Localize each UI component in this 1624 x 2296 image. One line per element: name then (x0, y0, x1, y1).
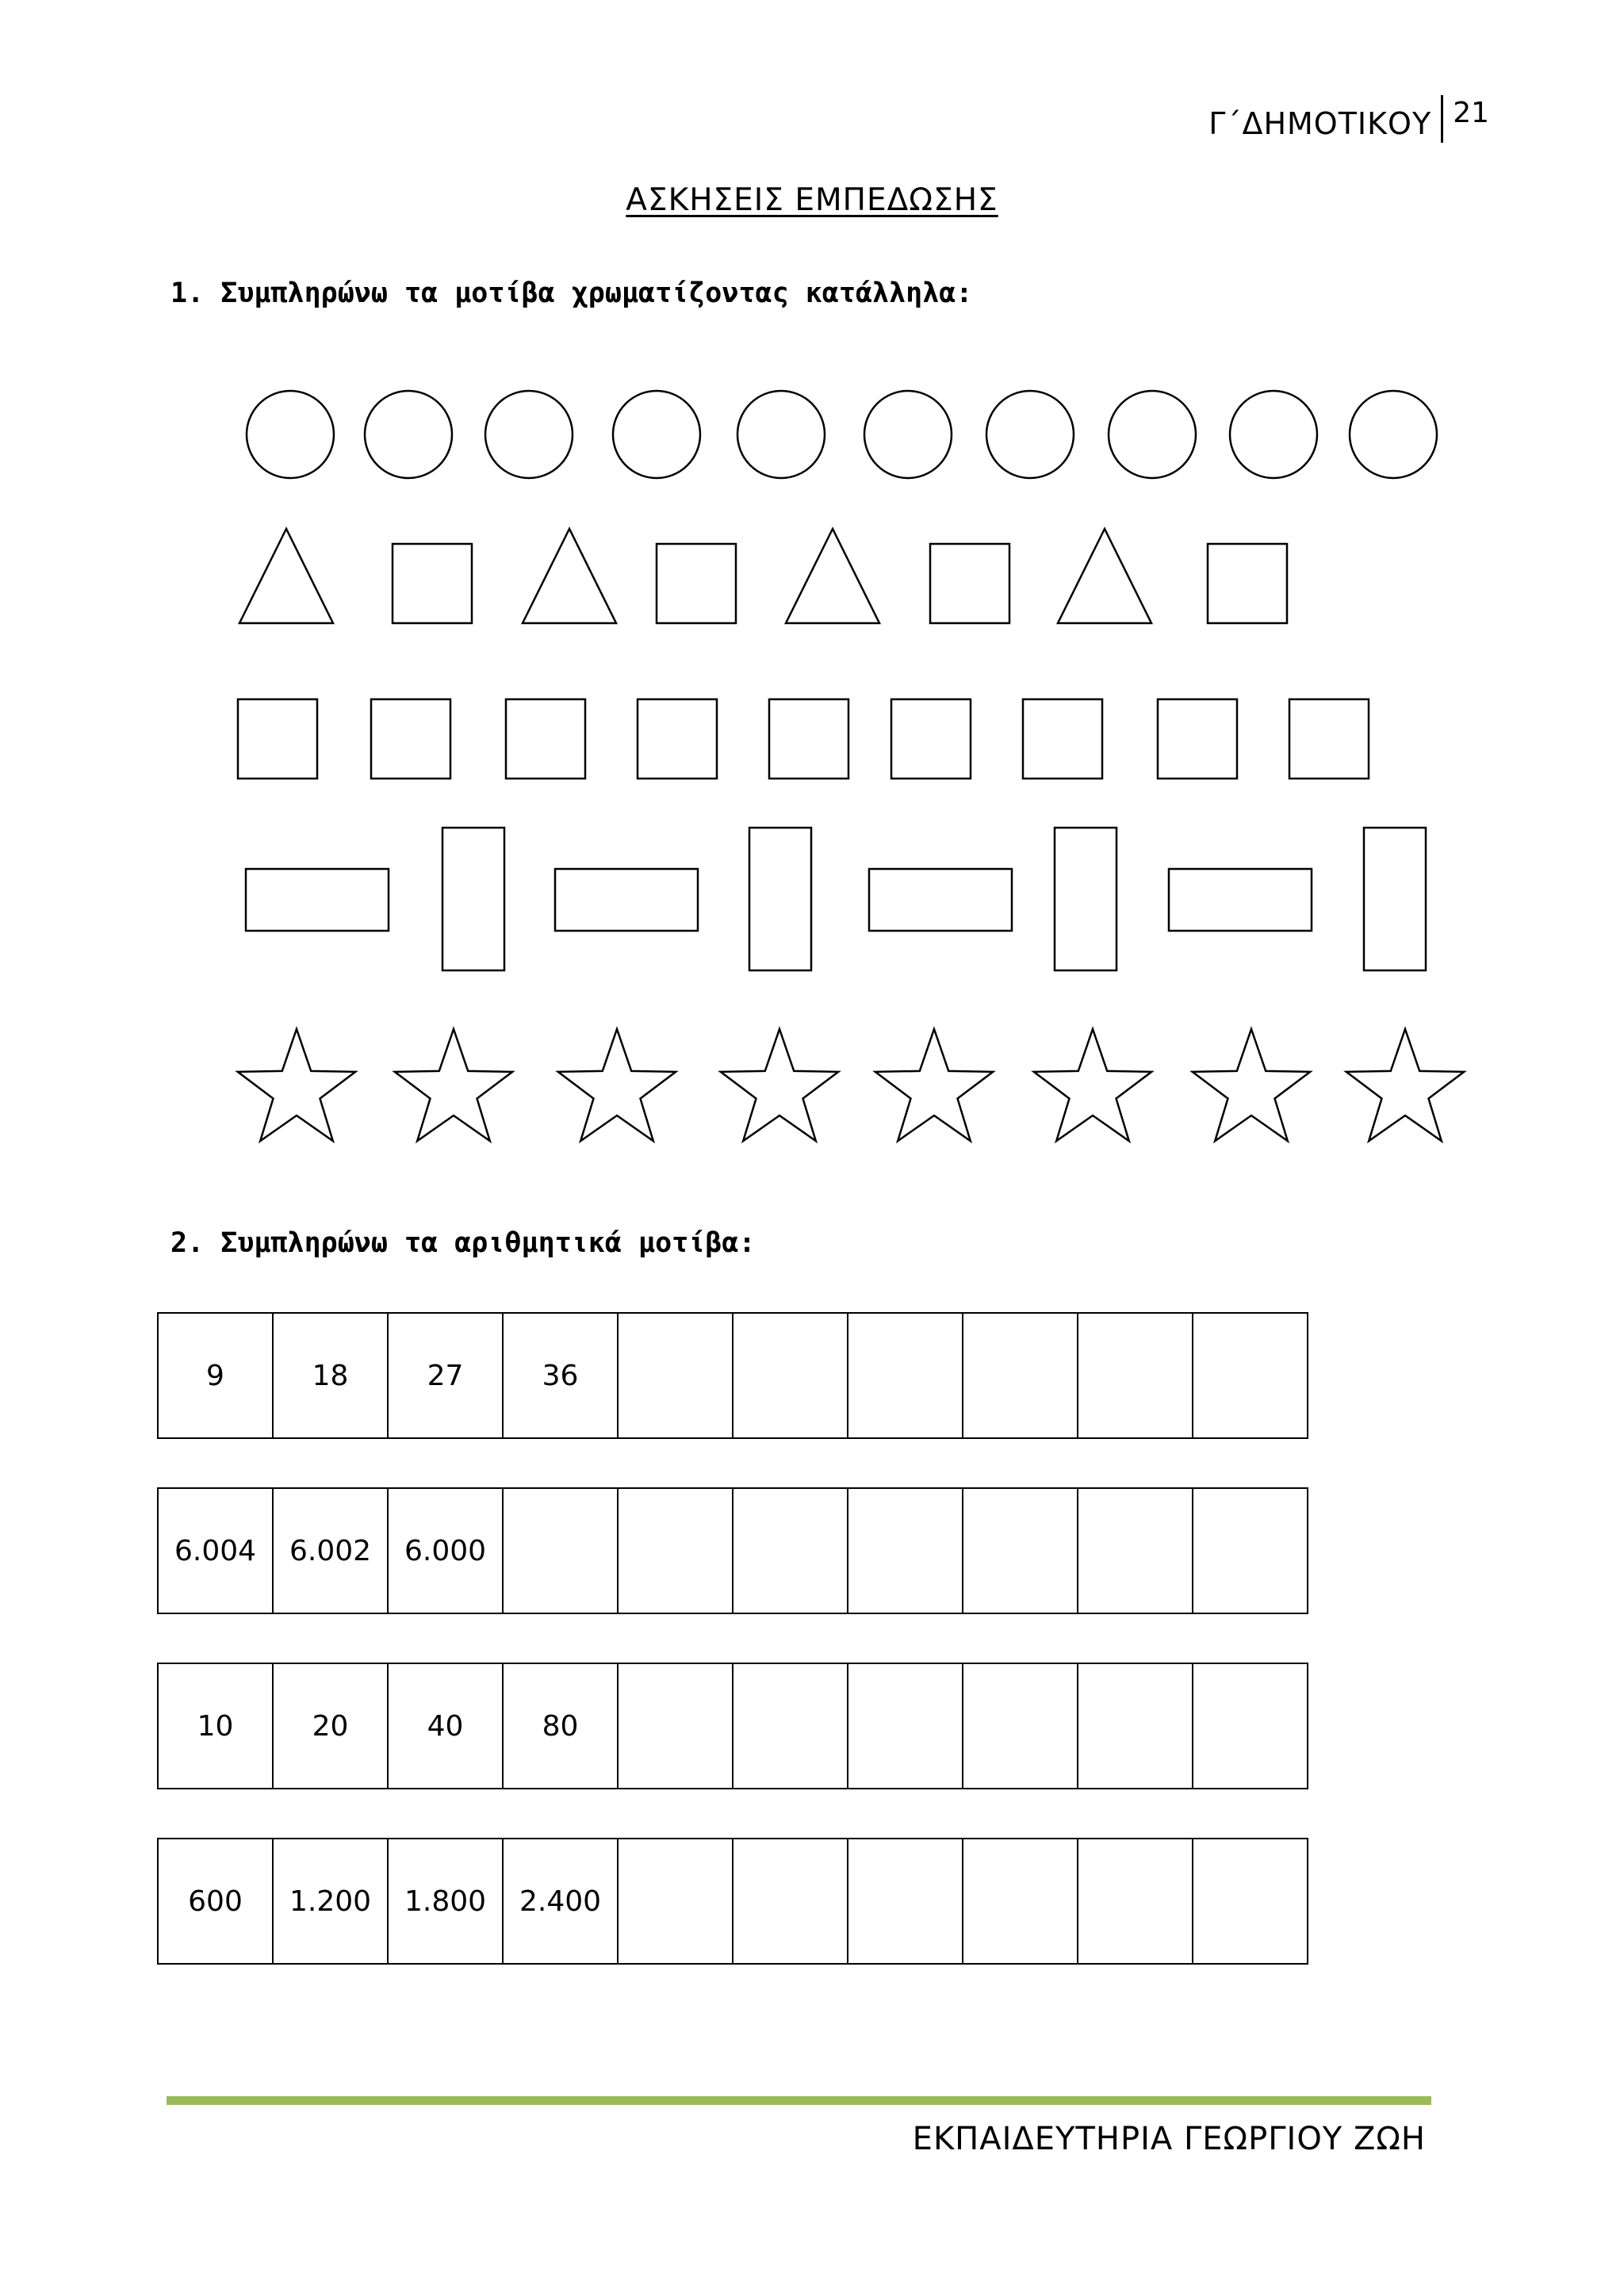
table-cell (1193, 1313, 1308, 1438)
table-cell: 80 (503, 1663, 618, 1789)
table-row (158, 1313, 1308, 1438)
pattern-square (371, 699, 450, 779)
pattern-vertical-rectangle (1055, 828, 1116, 970)
pattern-triangle (523, 529, 616, 623)
table-cell (733, 1488, 848, 1613)
pattern-square (657, 544, 736, 623)
pattern-circle (1350, 391, 1437, 478)
pattern-vertical-rectangle (1364, 828, 1426, 970)
table-cell (503, 1488, 618, 1613)
pattern-square (1289, 699, 1369, 779)
table-cell (848, 1313, 963, 1438)
table-cell (618, 1488, 733, 1613)
pattern-horizontal-rectangle (869, 869, 1012, 931)
table-cell (1193, 1839, 1308, 1964)
pattern-vertical-rectangle (749, 828, 811, 970)
pattern-horizontal-rectangle (1169, 869, 1312, 931)
pattern-square (1208, 544, 1287, 623)
pattern-square (393, 544, 472, 623)
table-cell (963, 1663, 1078, 1789)
table-cell (618, 1313, 733, 1438)
pattern-star (1346, 1029, 1464, 1141)
table-cell: 2.400 (503, 1839, 618, 1964)
table-cell: 600 (158, 1839, 273, 1964)
table-cell (848, 1488, 963, 1613)
pattern-star (395, 1029, 512, 1141)
pattern-square (638, 699, 717, 779)
pattern-square (1023, 699, 1102, 779)
star-row (238, 1029, 1464, 1141)
table-cell: 20 (273, 1663, 388, 1789)
rectangle-row (246, 828, 1426, 970)
number-pattern-table (157, 1838, 1308, 1965)
triangle-square-row (239, 529, 1287, 623)
pattern-square (1158, 699, 1237, 779)
exercise-2-heading: 2. Συμπληρώνω τα αριθμητικά μοτίβα: (170, 1227, 756, 1259)
pattern-star (721, 1029, 838, 1141)
footer-author: ΕΚΠΑΙΔΕΥΤΗΡΙΑ ΓΕΩΡΓΙΟΥ ΖΩΗ (912, 2121, 1426, 2157)
pattern-square (238, 699, 317, 779)
grade-label: Γ΄ΔΗΜΟΤΙΚΟΥ (1208, 106, 1432, 141)
table-row (158, 1488, 1308, 1613)
pattern-circle (365, 391, 452, 478)
pattern-star (238, 1029, 355, 1141)
table-cell (733, 1839, 848, 1964)
pattern-star (1034, 1029, 1151, 1141)
pattern-circle (864, 391, 952, 478)
table-cell: 6.004 (158, 1488, 273, 1613)
table-cell (963, 1488, 1078, 1613)
table-cell: 1.800 (388, 1839, 503, 1964)
page-number: 21 (1453, 97, 1489, 129)
table-cell (1193, 1488, 1308, 1613)
page-title: ΑΣΚΗΣΕΙΣ ΕΜΠΕΔΩΣΗΣ (626, 182, 998, 218)
pattern-square (891, 699, 971, 779)
pattern-triangle (786, 529, 879, 623)
pattern-circle (1109, 391, 1196, 478)
footer-rule (167, 2096, 1431, 2105)
table-cell: 9 (158, 1313, 273, 1438)
pattern-triangle (1058, 529, 1151, 623)
table-cell: 1.200 (273, 1839, 388, 1964)
pattern-circle (613, 391, 700, 478)
pattern-circle (986, 391, 1074, 478)
page-header (1208, 95, 1489, 147)
pattern-square (930, 544, 1009, 623)
table-cell (963, 1839, 1078, 1964)
table-cell (848, 1663, 963, 1789)
table-cell (733, 1663, 848, 1789)
pattern-vertical-rectangle (442, 828, 504, 970)
table-cell (848, 1839, 963, 1964)
table-cell (1193, 1663, 1308, 1789)
table-cell (1078, 1488, 1193, 1613)
pattern-circle (1230, 391, 1317, 478)
pattern-square (769, 699, 848, 779)
shape-patterns (222, 373, 1491, 1165)
table-cell: 40 (388, 1663, 503, 1789)
table-cell: 10 (158, 1663, 273, 1789)
pattern-star (1193, 1029, 1310, 1141)
table-cell (618, 1663, 733, 1789)
table-cell: 6.000 (388, 1488, 503, 1613)
table-cell (963, 1313, 1078, 1438)
table-cell (1078, 1839, 1193, 1964)
pattern-square (506, 699, 585, 779)
number-pattern-table (157, 1663, 1308, 1789)
pattern-circle (485, 391, 573, 478)
table-row (158, 1663, 1308, 1789)
number-pattern-table (157, 1487, 1308, 1614)
table-cell (733, 1313, 848, 1438)
table-cell: 36 (503, 1313, 618, 1438)
pattern-circle (247, 391, 334, 478)
table-cell (1078, 1663, 1193, 1789)
pattern-horizontal-rectangle (555, 869, 698, 931)
table-cell (1078, 1313, 1193, 1438)
table-cell: 27 (388, 1313, 503, 1438)
pattern-triangle (239, 529, 333, 623)
pattern-circle (737, 391, 825, 478)
table-row (158, 1839, 1308, 1964)
table-cell: 6.002 (273, 1488, 388, 1613)
square-row (238, 699, 1369, 779)
circle-row (247, 391, 1437, 478)
pattern-star (875, 1029, 993, 1141)
pattern-horizontal-rectangle (246, 869, 389, 931)
table-cell (618, 1839, 733, 1964)
table-cell: 18 (273, 1313, 388, 1438)
exercise-1-heading: 1. Συμπληρώνω τα μοτίβα χρωματίζοντας κατάλληλα: (170, 277, 973, 309)
pattern-star (558, 1029, 676, 1141)
number-pattern-table (157, 1312, 1308, 1439)
